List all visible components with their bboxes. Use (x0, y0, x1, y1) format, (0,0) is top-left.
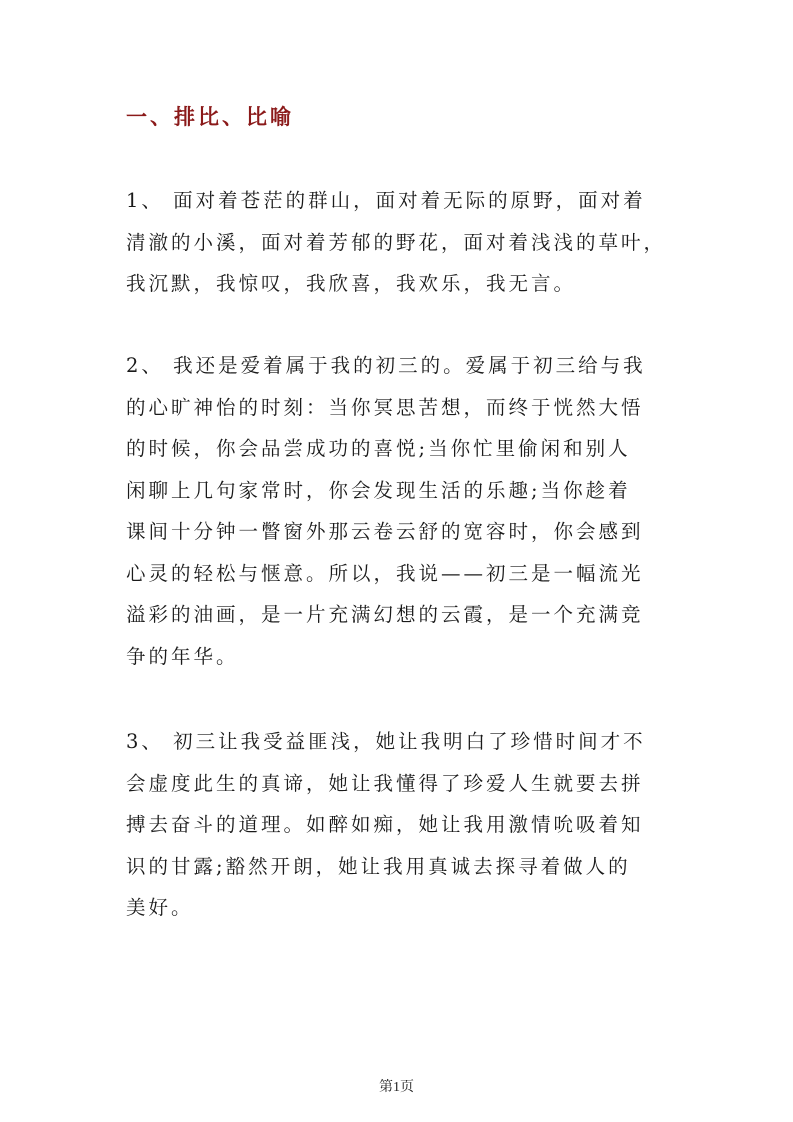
paragraph-line: 溢彩的油画，是一片充满幻想的云霞，是一个充满竞 (126, 603, 644, 626)
paragraph-line: 的时候，你会品尝成功的喜悦;当你忙里偷闲和别人 (126, 437, 631, 460)
paragraph-2 (126, 345, 666, 677)
section-heading: 一、排比、比喻 (126, 104, 294, 129)
paragraph-line: 闲聊上几句家常时，你会发现生活的乐趣;当你趁着 (126, 478, 631, 502)
paragraph-line: 心灵的轻松与惬意。所以，我说——初三是一幅流光 (126, 561, 644, 585)
paragraph-line: 2、 我还是爱着属于我的初三的。爱属于初三给与我 (126, 354, 646, 377)
paragraph-line: 识的甘露;豁然开朗，她让我用真诚去探寻着做人的 (126, 854, 631, 878)
paragraph-3 (126, 721, 666, 929)
page-number: 第1页 (379, 1080, 414, 1095)
paragraph-line: 1、 面对着苍茫的群山，面对着无际的原野，面对着 (126, 189, 646, 212)
paragraph-line: 清澈的小溪，面对着芳郁的野花，面对着浅浅的草叶， (126, 230, 667, 254)
paragraph-line: 课间十分钟一瞥窗外那云卷云舒的宽容时，你会感到 (126, 520, 644, 543)
paragraph-line: 美好。 (126, 896, 194, 919)
paragraph-1 (126, 180, 666, 305)
paragraph-line: 我沉默，我惊叹，我欣喜，我欢乐，我无言。 (126, 272, 577, 295)
paragraph-line: 会虚度此生的真谛，她让我懂得了珍爱人生就要去拼 (126, 771, 644, 795)
paragraph-line: 搏去奋斗的道理。如醉如痴，她让我用激情吮吸着知 (126, 813, 644, 836)
paragraph-line: 争的年华。 (126, 644, 239, 668)
paragraph-line: 的心旷神怡的时刻：当你冥思苦想，而终于恍然大悟 (126, 395, 644, 419)
paragraph-line: 3、 初三让我受益匪浅，她让我明白了珍惜时间才不 (126, 730, 646, 753)
